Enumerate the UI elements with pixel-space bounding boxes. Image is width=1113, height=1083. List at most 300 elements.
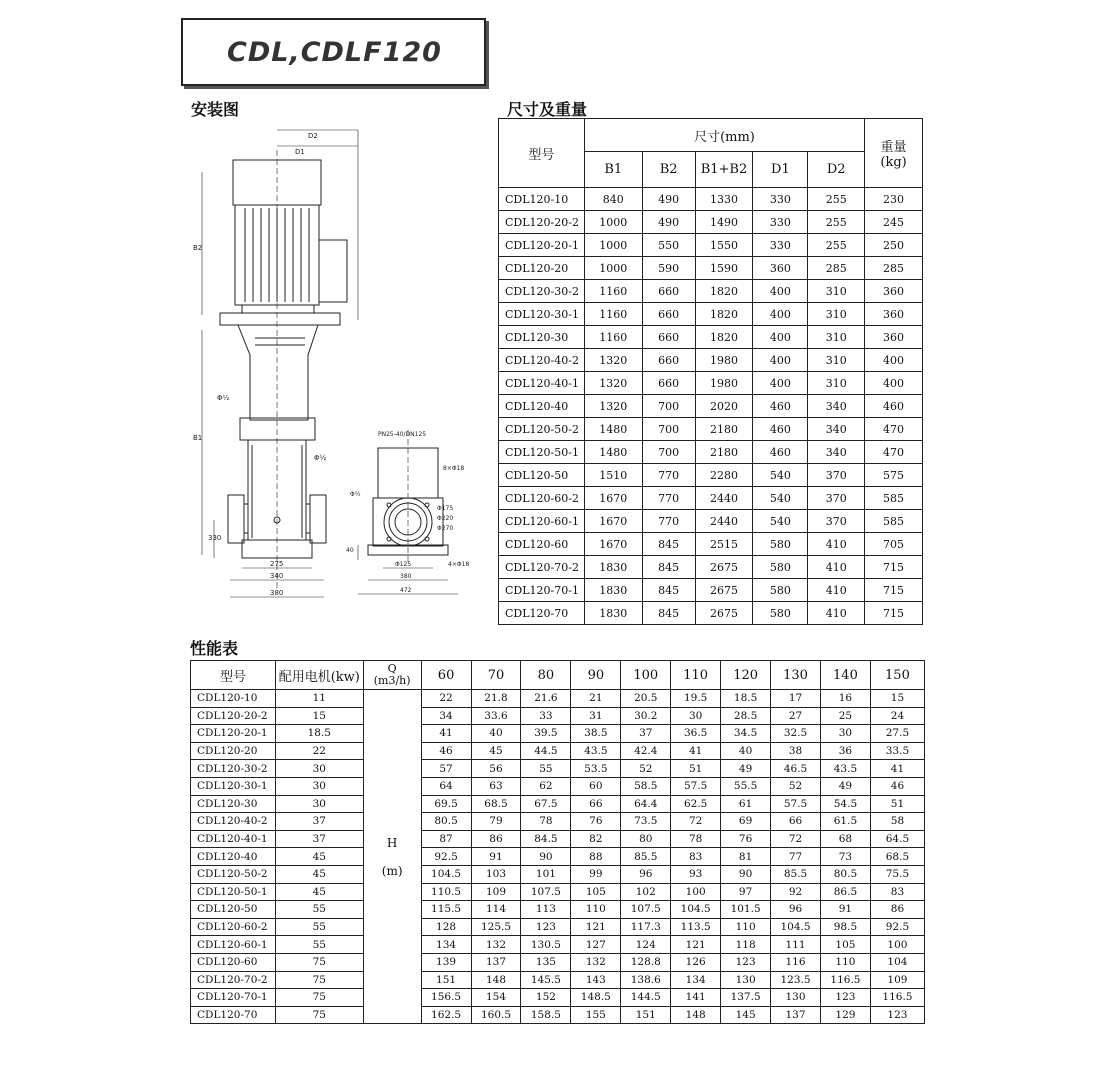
dims-value-cell: 360	[865, 280, 923, 303]
perf-head-cell: 86.5	[820, 883, 870, 901]
perf-flow-header: 110	[671, 661, 721, 690]
dims-value-cell: 1480	[584, 441, 642, 464]
perf-head-cell: 109	[870, 971, 924, 989]
dims-value-cell: 400	[865, 372, 923, 395]
dims-value-cell: 490	[642, 188, 695, 211]
dims-value-cell: 575	[865, 464, 923, 487]
perf-head-cell: 97	[721, 883, 771, 901]
installation-drawing	[190, 120, 495, 610]
perf-head-cell: 67.5	[521, 795, 571, 813]
dims-value-cell: 255	[808, 188, 865, 211]
dims-value-cell: 715	[865, 579, 923, 602]
dim-label-phi175: Φ175	[437, 505, 454, 512]
perf-head-cell: 30.2	[621, 707, 671, 725]
dim-label-472: 472	[400, 587, 412, 594]
perf-head-cell: 37	[621, 725, 671, 743]
dim-label-b2: B2	[193, 244, 203, 252]
perf-flow-header: 100	[621, 661, 671, 690]
perf-head-cell: 102	[621, 883, 671, 901]
dims-value-cell: 370	[808, 464, 865, 487]
perf-head-cell: 123.5	[771, 971, 821, 989]
dims-value-cell: 2180	[695, 418, 753, 441]
perf-head-cell: 81	[721, 848, 771, 866]
dims-value-cell: 1320	[584, 349, 642, 372]
dims-table-row	[499, 487, 923, 510]
dims-value-cell: 360	[865, 326, 923, 349]
dim-label-275: 275	[270, 560, 284, 568]
dim-label-b1: B1	[193, 434, 203, 442]
dims-value-cell: 660	[642, 326, 695, 349]
dims-value-cell: 580	[753, 602, 808, 625]
perf-head-cell: 36	[820, 742, 870, 760]
dims-value-cell: 340	[808, 418, 865, 441]
perf-model-cell: CDL120-30	[191, 795, 276, 813]
perf-head-cell: 28.5	[721, 707, 771, 725]
perf-table-row	[191, 953, 925, 971]
perf-head-cell: 90	[721, 865, 771, 883]
perf-head-cell: 38	[771, 742, 821, 760]
front-phi-label: Φ½	[350, 491, 361, 498]
perf-head-cell: 101	[521, 865, 571, 883]
perf-head-cell: 30	[820, 725, 870, 743]
side-view	[202, 130, 358, 597]
perf-head-cell: 77	[771, 848, 821, 866]
perf-head-cell: 141	[671, 989, 721, 1007]
dims-value-cell: 255	[808, 234, 865, 257]
perf-heading: 性能表	[190, 639, 239, 658]
dims-value-cell: 705	[865, 533, 923, 556]
dims-table-row	[499, 326, 923, 349]
perf-motor-cell: 30	[275, 760, 363, 778]
perf-table-row	[191, 813, 925, 831]
dims-model-cell: CDL120-70-1	[499, 579, 585, 602]
perf-head-cell: 17	[771, 690, 821, 708]
perf-head-cell: 148	[471, 971, 521, 989]
perf-head-cell: 98.5	[820, 918, 870, 936]
dims-value-cell: 410	[808, 556, 865, 579]
dims-col-header: B2	[642, 152, 695, 188]
perf-head-cell: 30	[671, 707, 721, 725]
perf-head-cell: 123	[820, 989, 870, 1007]
perf-motor-cell: 55	[275, 918, 363, 936]
perf-motor-cell: 37	[275, 830, 363, 848]
perf-head-cell: 104.5	[671, 901, 721, 919]
dims-model-cell: CDL120-70	[499, 602, 585, 625]
perf-head-cell: 121	[671, 936, 721, 954]
perf-table-row	[191, 865, 925, 883]
dims-value-cell: 580	[753, 556, 808, 579]
perf-model-cell: CDL120-50-1	[191, 883, 276, 901]
perf-head-cell: 57.5	[671, 777, 721, 795]
front-view-labels	[346, 431, 469, 594]
perf-motor-cell: 75	[275, 971, 363, 989]
perf-head-cell: 60	[571, 777, 621, 795]
dims-value-cell: 230	[865, 188, 923, 211]
dims-value-cell: 310	[808, 303, 865, 326]
dims-table-row	[499, 257, 923, 280]
dims-value-cell: 580	[753, 579, 808, 602]
perf-head-cell: 40	[471, 725, 521, 743]
perf-table-row	[191, 742, 925, 760]
perf-head-cell: 151	[421, 971, 471, 989]
perf-head-cell: 42.4	[621, 742, 671, 760]
perf-head-cell: 137.5	[721, 989, 771, 1007]
perf-table-row	[191, 883, 925, 901]
perf-head-cell: 143	[571, 971, 621, 989]
perf-flow-header: 90	[571, 661, 621, 690]
dims-value-cell: 845	[642, 533, 695, 556]
dims-value-cell: 1160	[584, 280, 642, 303]
perf-head-cell: 33.5	[870, 742, 924, 760]
perf-head-cell: 21.8	[471, 690, 521, 708]
perf-head-cell: 128	[421, 918, 471, 936]
perf-head-cell: 52	[621, 760, 671, 778]
perf-head-cell: 105	[571, 883, 621, 901]
perf-model-cell: CDL120-20-1	[191, 725, 276, 743]
dims-value-cell: 310	[808, 280, 865, 303]
perf-head-cell: 116	[771, 953, 821, 971]
dims-value-cell: 840	[584, 188, 642, 211]
perf-model-cell: CDL120-40-2	[191, 813, 276, 831]
perf-motor-cell: 75	[275, 1006, 363, 1024]
dims-value-cell: 660	[642, 372, 695, 395]
dims-value-cell: 770	[642, 487, 695, 510]
dims-value-cell: 330	[753, 234, 808, 257]
perf-head-cell: 126	[671, 953, 721, 971]
dims-value-cell: 255	[808, 211, 865, 234]
perf-head-cell: 110	[721, 918, 771, 936]
dims-value-cell: 490	[642, 211, 695, 234]
dim-label-phi270: Φ270	[437, 525, 454, 532]
dims-value-cell: 1820	[695, 326, 753, 349]
perf-head-cell: 123	[721, 953, 771, 971]
perf-head-cell: 58.5	[621, 777, 671, 795]
perf-motor-cell: 55	[275, 936, 363, 954]
perf-head-label: H (m)	[363, 690, 421, 1024]
dims-value-cell: 1000	[584, 257, 642, 280]
dims-value-cell: 550	[642, 234, 695, 257]
perf-model-cell: CDL120-70-1	[191, 989, 276, 1007]
perf-model-cell: CDL120-10	[191, 690, 276, 708]
perf-head-cell: 62.5	[671, 795, 721, 813]
dims-value-cell: 1820	[695, 303, 753, 326]
perf-motor-cell: 45	[275, 865, 363, 883]
perf-head-cell: 27.5	[870, 725, 924, 743]
perf-head-cell: 127	[571, 936, 621, 954]
dims-value-cell: 1670	[584, 510, 642, 533]
flange-label: PN25-40/DN125	[378, 431, 427, 438]
dims-model-cell: CDL120-60-1	[499, 510, 585, 533]
perf-table-row	[191, 971, 925, 989]
perf-head-cell: 18.5	[721, 690, 771, 708]
dim-label-380: 380	[270, 589, 284, 597]
perf-head-cell: 15	[870, 690, 924, 708]
perf-head-cell: 72	[671, 813, 721, 831]
perf-head-cell: 107.5	[521, 883, 571, 901]
perf-head-cell: 41	[671, 742, 721, 760]
perf-head-cell: 80.5	[421, 813, 471, 831]
dim-label-phi-a: Φ½	[217, 394, 230, 402]
dims-value-cell: 250	[865, 234, 923, 257]
dims-value-cell: 2180	[695, 441, 753, 464]
dim-label-340: 340	[270, 572, 284, 580]
perf-flow-header: 150	[870, 661, 924, 690]
dims-weight-header: 重量 (kg)	[865, 119, 923, 188]
perf-motor-cell: 15	[275, 707, 363, 725]
perf-head-cell: 113	[521, 901, 571, 919]
perf-head-cell: 99	[571, 865, 621, 883]
dim-label-phi-b: Φ½	[314, 454, 327, 462]
perf-motor-cell: 22	[275, 742, 363, 760]
perf-head-cell: 91	[471, 848, 521, 866]
perf-head-cell: 45	[471, 742, 521, 760]
dims-table-row	[499, 579, 923, 602]
dim-label-phi125: Φ125	[395, 561, 412, 568]
dims-value-cell: 715	[865, 556, 923, 579]
dims-model-cell: CDL120-20-1	[499, 234, 585, 257]
dims-value-cell: 285	[865, 257, 923, 280]
perf-head-cell: 96	[621, 865, 671, 883]
perf-head-cell: 80	[621, 830, 671, 848]
dims-value-cell: 340	[808, 395, 865, 418]
dims-value-cell: 770	[642, 510, 695, 533]
perf-head-cell: 20.5	[621, 690, 671, 708]
dim-label-front-380: 380	[400, 573, 412, 580]
dims-table	[498, 118, 923, 625]
dims-value-cell: 1820	[695, 280, 753, 303]
perf-head-cell: 82	[571, 830, 621, 848]
dims-value-cell: 1670	[584, 533, 642, 556]
dims-table-row	[499, 602, 923, 625]
perf-head-cell: 130	[721, 971, 771, 989]
perf-head-cell: 43.5	[820, 760, 870, 778]
perf-head-cell: 129	[820, 1006, 870, 1024]
perf-head-cell: 118	[721, 936, 771, 954]
dims-value-cell: 2280	[695, 464, 753, 487]
dims-table-row	[499, 441, 923, 464]
perf-table-row	[191, 989, 925, 1007]
dim-label-phi220: Φ220	[437, 515, 454, 522]
dims-model-header: 型号	[499, 119, 585, 188]
dims-value-cell: 410	[808, 533, 865, 556]
perf-head-cell: 93	[671, 865, 721, 883]
perf-head-cell: 91	[820, 901, 870, 919]
dims-value-cell: 400	[753, 372, 808, 395]
perf-head-cell: 88	[571, 848, 621, 866]
perf-head-cell: 78	[521, 813, 571, 831]
perf-head-cell: 151	[621, 1006, 671, 1024]
dims-model-cell: CDL120-40-2	[499, 349, 585, 372]
perf-head-cell: 86	[471, 830, 521, 848]
perf-head-cell: 110	[820, 953, 870, 971]
dims-value-cell: 700	[642, 441, 695, 464]
perf-head-cell: 54.5	[820, 795, 870, 813]
perf-head-cell: 86	[870, 901, 924, 919]
performance-table	[190, 660, 925, 1024]
dims-value-cell: 590	[642, 257, 695, 280]
dims-value-cell: 2020	[695, 395, 753, 418]
perf-head-cell: 75.5	[870, 865, 924, 883]
dims-table-row	[499, 280, 923, 303]
perf-head-cell: 21	[571, 690, 621, 708]
perf-model-cell: CDL120-20	[191, 742, 276, 760]
perf-head-cell: 145	[721, 1006, 771, 1024]
dims-value-cell: 1670	[584, 487, 642, 510]
perf-head-cell: 69.5	[421, 795, 471, 813]
perf-head-cell: 130	[771, 989, 821, 1007]
perf-head-cell: 76	[571, 813, 621, 831]
perf-head-cell: 107.5	[621, 901, 671, 919]
perf-head-cell: 110.5	[421, 883, 471, 901]
perf-head-cell: 132	[471, 936, 521, 954]
dims-model-cell: CDL120-20-2	[499, 211, 585, 234]
dims-value-cell: 360	[753, 257, 808, 280]
dims-value-cell: 660	[642, 349, 695, 372]
perf-motor-cell: 11	[275, 690, 363, 708]
perf-head-cell: 78	[671, 830, 721, 848]
perf-head-cell: 135	[521, 953, 571, 971]
perf-head-cell: 162.5	[421, 1006, 471, 1024]
dims-value-cell: 1000	[584, 211, 642, 234]
perf-head-cell: 125.5	[471, 918, 521, 936]
perf-head-cell: 139	[421, 953, 471, 971]
perf-head-cell: 116.5	[870, 989, 924, 1007]
perf-head-cell: 83	[870, 883, 924, 901]
perf-head-cell: 110	[571, 901, 621, 919]
perf-head-cell: 105	[820, 936, 870, 954]
perf-head-cell: 55.5	[721, 777, 771, 795]
dims-table-row	[499, 372, 923, 395]
perf-head-cell: 96	[771, 901, 821, 919]
perf-head-cell: 138.6	[621, 971, 671, 989]
dim-label-330: 330	[208, 534, 222, 542]
perf-head-cell: 68.5	[870, 848, 924, 866]
dims-value-cell: 2515	[695, 533, 753, 556]
perf-head-cell: 51	[671, 760, 721, 778]
dims-value-cell: 330	[753, 188, 808, 211]
perf-flow-header: 120	[721, 661, 771, 690]
perf-head-cell: 145.5	[521, 971, 571, 989]
dims-value-cell: 715	[865, 602, 923, 625]
perf-flow-header: 60	[421, 661, 471, 690]
dims-value-cell: 460	[753, 395, 808, 418]
perf-head-cell: 46	[870, 777, 924, 795]
dims-table-row	[499, 303, 923, 326]
dims-model-cell: CDL120-50	[499, 464, 585, 487]
perf-head-cell: 109	[471, 883, 521, 901]
dims-value-cell: 1320	[584, 395, 642, 418]
dims-value-cell: 410	[808, 602, 865, 625]
dims-value-cell: 1590	[695, 257, 753, 280]
perf-model-cell: CDL120-50-2	[191, 865, 276, 883]
perf-head-cell: 92	[771, 883, 821, 901]
dims-value-cell: 360	[865, 303, 923, 326]
dims-model-cell: CDL120-30-1	[499, 303, 585, 326]
dims-value-cell: 2440	[695, 487, 753, 510]
dims-model-cell: CDL120-40	[499, 395, 585, 418]
perf-head-cell: 113.5	[671, 918, 721, 936]
dims-model-cell: CDL120-30	[499, 326, 585, 349]
perf-motor-cell: 30	[275, 795, 363, 813]
perf-motor-cell: 75	[275, 989, 363, 1007]
perf-head-cell: 158.5	[521, 1006, 571, 1024]
dims-value-cell: 1830	[584, 602, 642, 625]
dims-size-header: 尺寸(mm)	[584, 119, 864, 152]
dims-col-header: D1	[753, 152, 808, 188]
perf-head-cell: 84.5	[521, 830, 571, 848]
perf-head-cell: 69	[721, 813, 771, 831]
perf-motor-cell: 37	[275, 813, 363, 831]
perf-model-cell: CDL120-70	[191, 1006, 276, 1024]
perf-head-cell: 121	[571, 918, 621, 936]
perf-head-cell: 152	[521, 989, 571, 1007]
dims-value-cell: 340	[808, 441, 865, 464]
dims-value-cell: 2675	[695, 602, 753, 625]
perf-head-cell: 49	[721, 760, 771, 778]
dims-table-row	[499, 464, 923, 487]
dims-value-cell: 245	[865, 211, 923, 234]
perf-head-cell: 155	[571, 1006, 621, 1024]
dims-value-cell: 460	[753, 418, 808, 441]
perf-head-cell: 128.8	[621, 953, 671, 971]
dims-value-cell: 330	[753, 211, 808, 234]
dims-model-cell: CDL120-30-2	[499, 280, 585, 303]
dims-value-cell: 1160	[584, 326, 642, 349]
holes-top-label: 8×Φ18	[443, 465, 465, 472]
dims-value-cell: 1000	[584, 234, 642, 257]
perf-head-cell: 116.5	[820, 971, 870, 989]
dims-value-cell: 580	[753, 533, 808, 556]
dims-table-row	[499, 556, 923, 579]
perf-head-cell: 19.5	[671, 690, 721, 708]
perf-head-cell: 57	[421, 760, 471, 778]
perf-head-cell: 34	[421, 707, 471, 725]
perf-model-cell: CDL120-20-2	[191, 707, 276, 725]
dims-value-cell: 470	[865, 441, 923, 464]
title-box	[181, 18, 486, 86]
perf-head-cell: 44.5	[521, 742, 571, 760]
perf-table-row	[191, 848, 925, 866]
perf-head-cell: 41	[870, 760, 924, 778]
dims-value-cell: 400	[753, 326, 808, 349]
dims-model-cell: CDL120-60-2	[499, 487, 585, 510]
dims-col-header: B1+B2	[695, 152, 753, 188]
dims-value-cell: 1550	[695, 234, 753, 257]
perf-head-cell: 57.5	[771, 795, 821, 813]
dims-value-cell: 585	[865, 510, 923, 533]
dims-model-cell: CDL120-70-2	[499, 556, 585, 579]
perf-head-cell: 100	[870, 936, 924, 954]
perf-flow-header: 140	[820, 661, 870, 690]
perf-table-row	[191, 760, 925, 778]
perf-head-cell: 85.5	[771, 865, 821, 883]
perf-head-cell: 132	[571, 953, 621, 971]
perf-head-cell: 46.5	[771, 760, 821, 778]
perf-head-cell: 46	[421, 742, 471, 760]
perf-head-cell: 156.5	[421, 989, 471, 1007]
perf-head-cell: 130.5	[521, 936, 571, 954]
dims-model-cell: CDL120-40-1	[499, 372, 585, 395]
holes-bottom-label: 4×Φ18	[448, 561, 470, 568]
perf-table-row	[191, 1006, 925, 1024]
dims-value-cell: 770	[642, 464, 695, 487]
perf-head-cell: 22	[421, 690, 471, 708]
dims-value-cell: 1480	[584, 418, 642, 441]
dims-value-cell: 540	[753, 487, 808, 510]
dims-value-cell: 660	[642, 303, 695, 326]
perf-head-cell: 104.5	[421, 865, 471, 883]
perf-head-cell: 85.5	[621, 848, 671, 866]
